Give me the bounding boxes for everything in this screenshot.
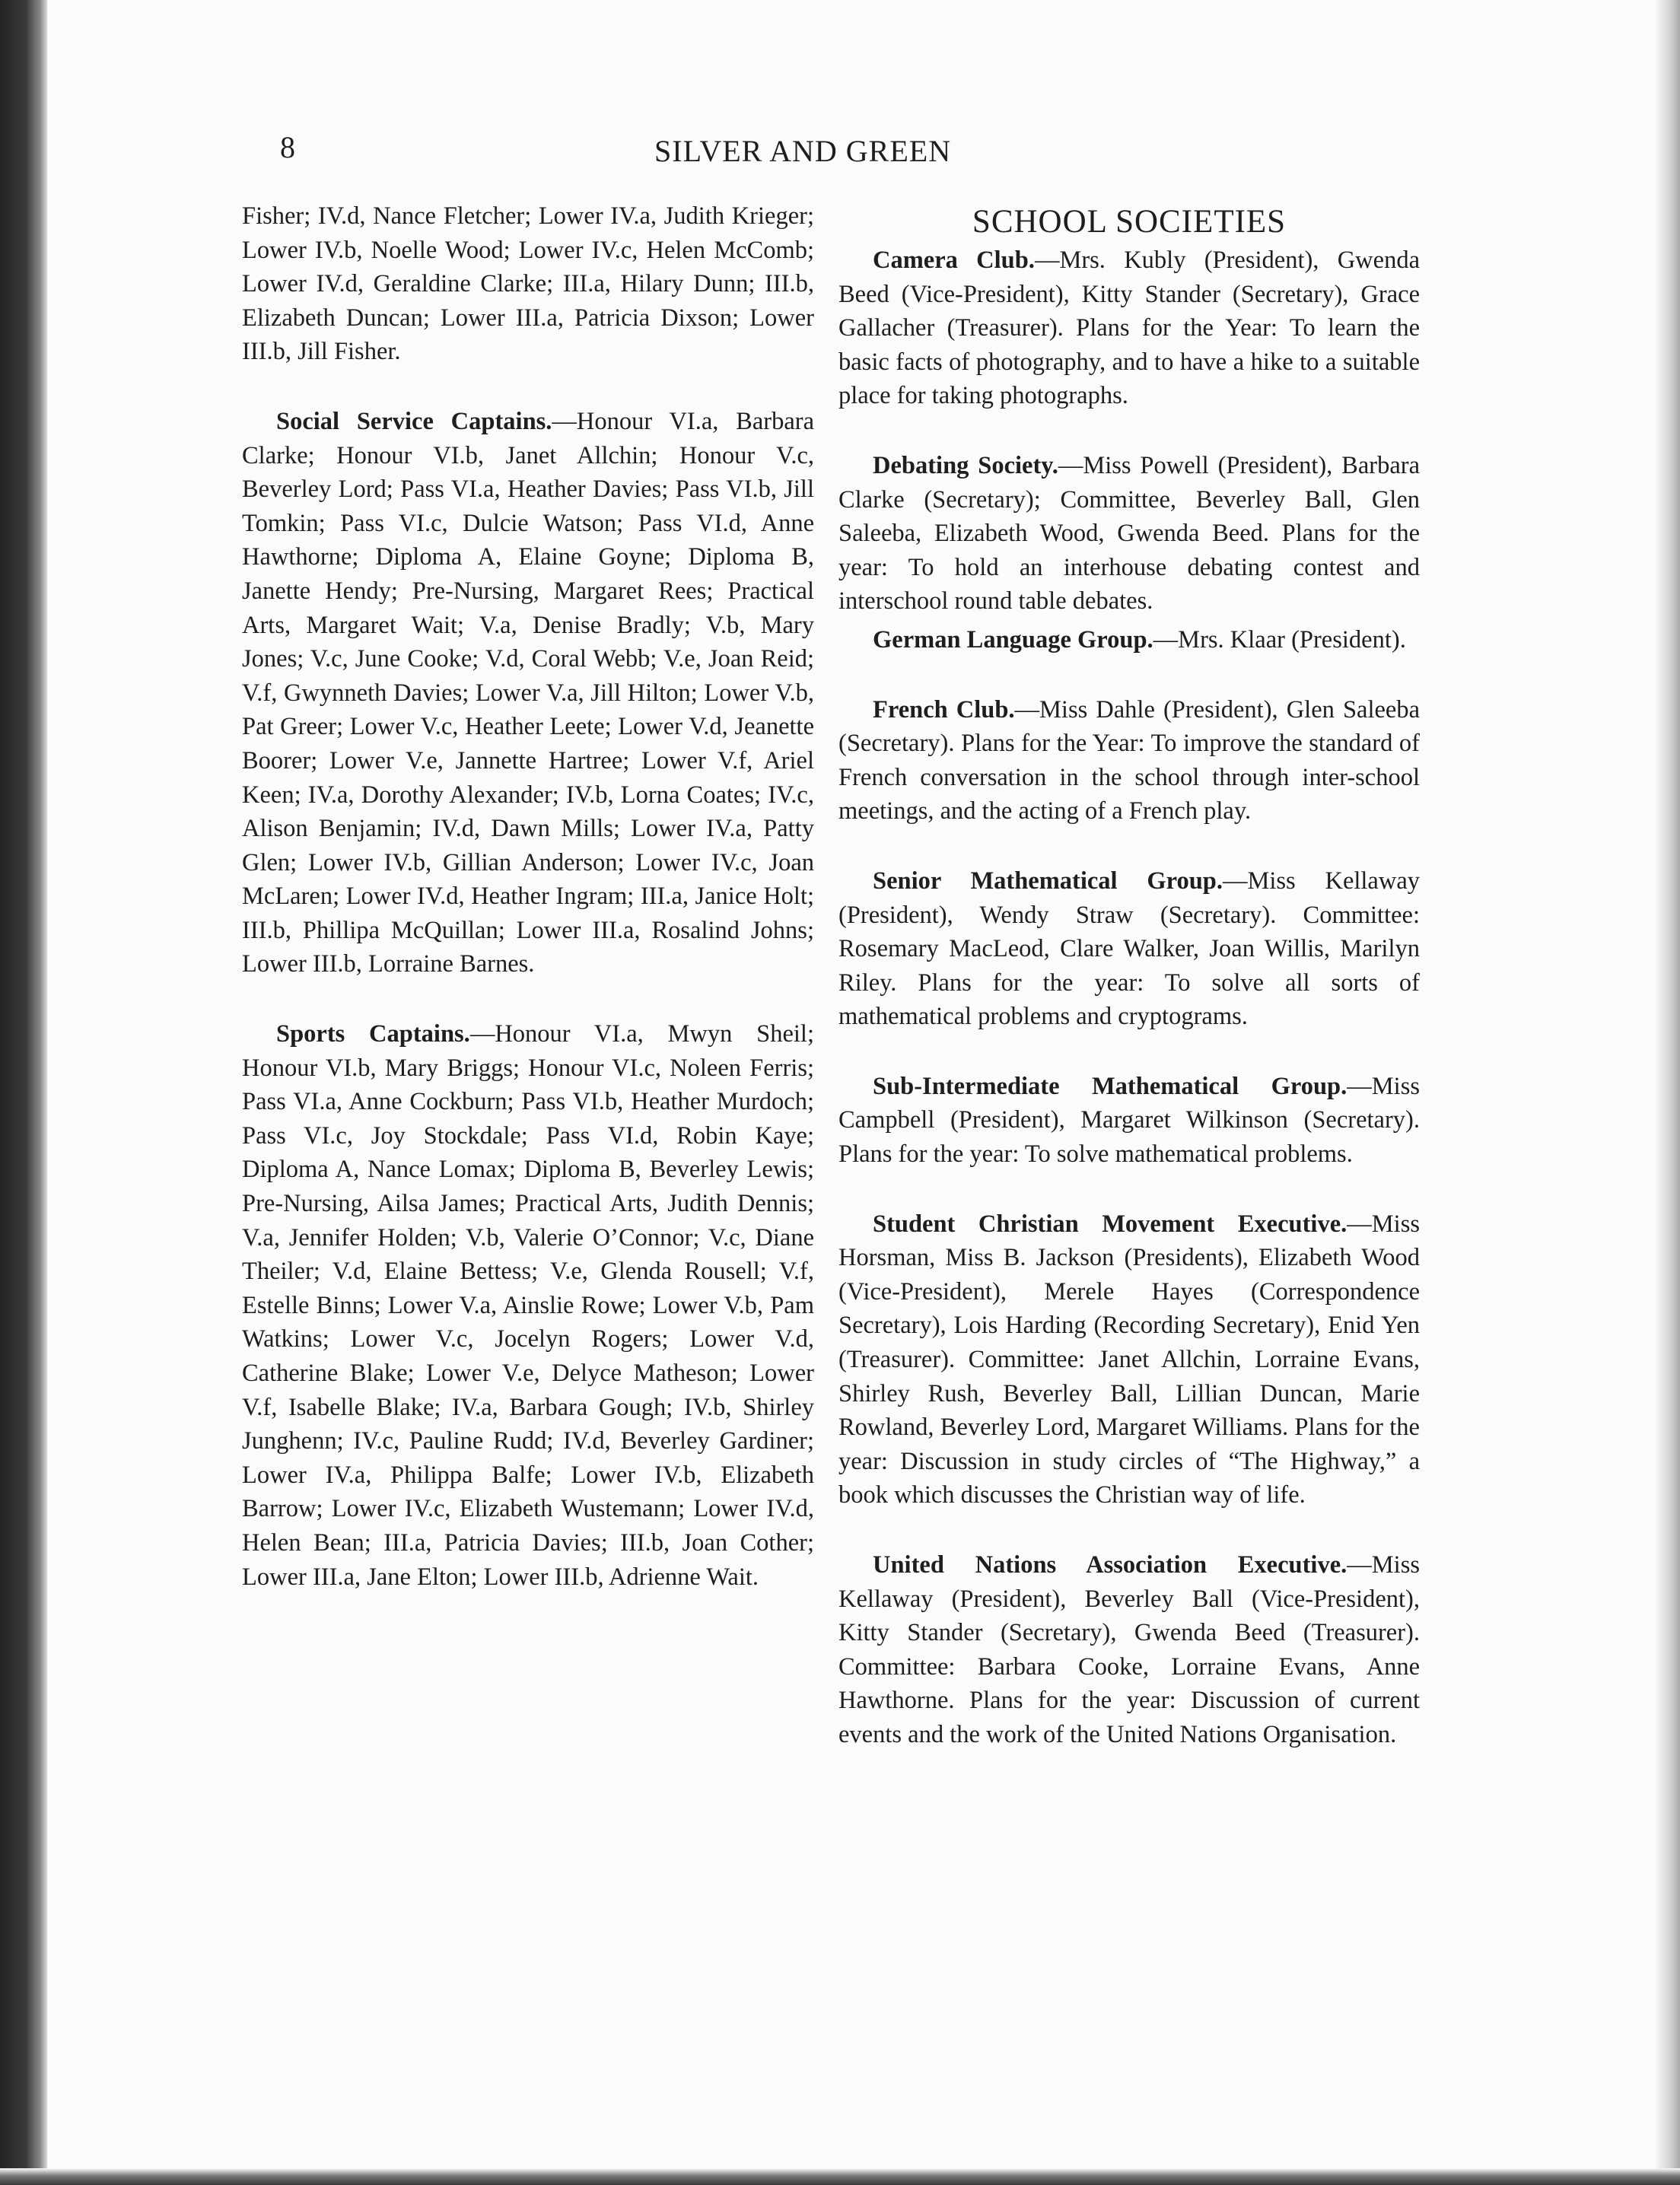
society-heading: German Language Group. (873, 625, 1153, 654)
society-text: —Miss Horsman, Miss B. Jackson (Presidents), Elizabeth Wood (Vice-President), Merele Hayes (Correspondence Secretary), Lois Harding (Recording Secretary), Enid Yen (Treasurer). Committee: Janet Allchin, Lorraine Evans, Shirley Rush, Beverley Ball, Lillian Duncan, Marie Rowland, Beverley Lord, Margaret Williams. Plans for the year: Discussion in study circles of “The Highway,” a book which discusses the Christian way of life. (838, 1210, 1420, 1509)
society-text: —Miss Dahle (President), Glen Saleeba (Secretary). Plans for the Year: To improve the standard of French conversation in the school through inter-school meetings, and the acting of a French play. (838, 695, 1420, 825)
society-entry (838, 449, 1420, 619)
society-heading: Student Christian Movement Executive. (873, 1210, 1348, 1238)
society-heading: Camera Club. (873, 246, 1035, 274)
social-service-text: —Honour VI.a, Barbara Clarke; Honour VI.b, Janet Allchin; Honour V.c, Beverley Lord; Pass VI.a, Heather Davies; Pass VI.b, Jill Tomkin; Pass VI.c, Dulcie Watson; Pass VI.d, Anne Hawthorne; Diploma A, Elaine Goyne; Diploma B, Janette Hendy; Pre-Nursing, Margaret Rees; Practical Arts, Margaret Wait; V.a, Denise Bradly; V.b, Mary Jones; V.c, June Cooke; V.d, Coral Webb; V.e, Joan Reid; V.f, Gwynneth Davies; Lower V.a, Jill Hilton; Lower V.b, Pat Greer; Lower V.c, Heather Leete; Lower V.d, Jeanette Boorer; Lower V.e, Jannette Hartree; Lower V.f, Ariel Keen; IV.a, Dorothy Alexander; IV.b, Lorna Coates; IV.c, Alison Benjamin; IV.d, Dawn Mills; Lower IV.a, Patty Glen; Lower IV.b, Gillian Anderson; Lower IV.c, Joan McLaren; Lower IV.d, Heather Ingram; III.a, Janice Holt; III.b, Phillipa McQuillan; Lower III.a, Rosalind Johns; Lower III.b, Lorraine Barnes. (242, 407, 814, 978)
society-entry (838, 623, 1420, 657)
society-text: —Miss Kellaway (President), Wendy Straw (Secretary). Committee: Rosemary MacLeod, Clare Walker, Joan Willis, Marilyn Riley. Plans for the year: To solve all sorts of mathematical problems and cryptograms. (838, 867, 1420, 1031)
page-number: 8 (280, 130, 295, 164)
social-service-heading: Social Service Captains. (276, 407, 552, 435)
left-column (242, 199, 814, 1594)
society-entry (838, 1207, 1420, 1512)
society-text: —Miss Campbell (President), Margaret Wilkinson (Secretary). Plans for the year: To solve mathematical problems. (838, 1072, 1420, 1169)
sports-text: —Honour VI.a, Mwyn Sheil; Honour VI.b, Mary Briggs; Honour VI.c, Noleen Ferris; Pass VI.a, Anne Cockburn; Pass VI.b, Heather Murdoch; Pass VI.c, Joy Stockdale; Pass VI.d, Robin Kaye; Diploma A, Nance Lomax; Diploma B, Beverley Lewis; Pre-Nursing, Ailsa James; Practical Arts, Judith Dennis; V.a, Jennifer Holden; V.b, Valerie O’Connor; V.c, Diane Theiler; V.d, Elaine Bettess; V.e, Glenda Rousell; V.f, Estelle Binns; Lower V.a, Ainslie Rowe; Lower V.b, Pam Watkins; Lower V.c, Jocelyn Rogers; Lower V.d, Catherine Blake; Lower V.e, Delyce Matheson; Lower V.f, Isabelle Blake; IV.a, Barbara Gough; IV.b, Shirley Junghenn; IV.c, Pauline Rudd; IV.d, Beverley Gardiner; Lower IV.a, Philippa Balfe; Lower IV.b, Elizabeth Barrow; Lower IV.c, Elizabeth Wustemann; Lower IV.d, Helen Bean; III.a, Patricia Davies; III.b, Joan Cother; Lower III.a, Jane Elton; Lower III.b, Adrienne Wait. (242, 1020, 814, 1591)
society-text: —Miss Kellaway (President), Beverley Ball (Vice-President), Kitty Stander (Secretary), Gwenda Beed (Treasurer). Committee: Barbara Cooke, Lorraine Evans, Anne Hawthorne. Plans for the year: Discussion of current events and the work of the United Nations Organisation. (838, 1551, 1420, 1748)
running-title: SILVER AND GREEN (654, 134, 952, 168)
section-title: SCHOOL SOCIETIES (972, 204, 1287, 240)
society-entry (838, 693, 1420, 829)
right-column (838, 199, 1420, 1752)
society-heading: Debating Society. (873, 451, 1058, 479)
society-text: —Mrs. Kubly (President), Gwenda Beed (Vice-President), Kitty Stander (Secretary), Grace Gallacher (Treasurer). Plans for the Year: To learn the basic facts of photography, and to have a hike to a suitable place for taking photographs. (838, 246, 1420, 410)
intro-paragraph: Fisher; IV.d, Nance Fletcher; Lower IV.a, Judith Krieger; Lower IV.b, Noelle Wood; Lower IV.c, Helen McComb; Lower IV.d, Geraldine Clarke; III.a, Hilary Dunn; III.b, Elizabeth Duncan; Lower III.a, Patricia Dixson; Lower III.b, Jill Fisher. (242, 202, 814, 366)
sports-heading: Sports Captains. (276, 1020, 470, 1048)
binding-shadow (0, 0, 47, 2185)
society-text: —Mrs. Klaar (President). (1153, 625, 1406, 654)
page-edge-bottom (0, 2168, 1680, 2185)
society-entry (838, 243, 1420, 413)
society-entry (838, 864, 1420, 1034)
society-entry (838, 1548, 1420, 1752)
society-heading: Sub-Intermediate Mathematical Group. (873, 1072, 1348, 1100)
social-service-paragraph (242, 405, 814, 981)
sports-paragraph (242, 1017, 814, 1594)
society-entry (838, 1070, 1420, 1172)
society-heading: United Nations Association Executive. (873, 1551, 1348, 1579)
page-edge-right (1654, 0, 1680, 2185)
society-heading: French Club. (873, 695, 1015, 724)
society-heading: Senior Mathematical Group. (873, 867, 1223, 895)
society-text: —Miss Powell (President), Barbara Clarke (Secretary); Committee, Beverley Ball, Glen Saleeba, Elizabeth Wood, Gwenda Beed. Plans for the year: To hold an interhouse debating contest and interschool round table debates. (838, 451, 1420, 615)
